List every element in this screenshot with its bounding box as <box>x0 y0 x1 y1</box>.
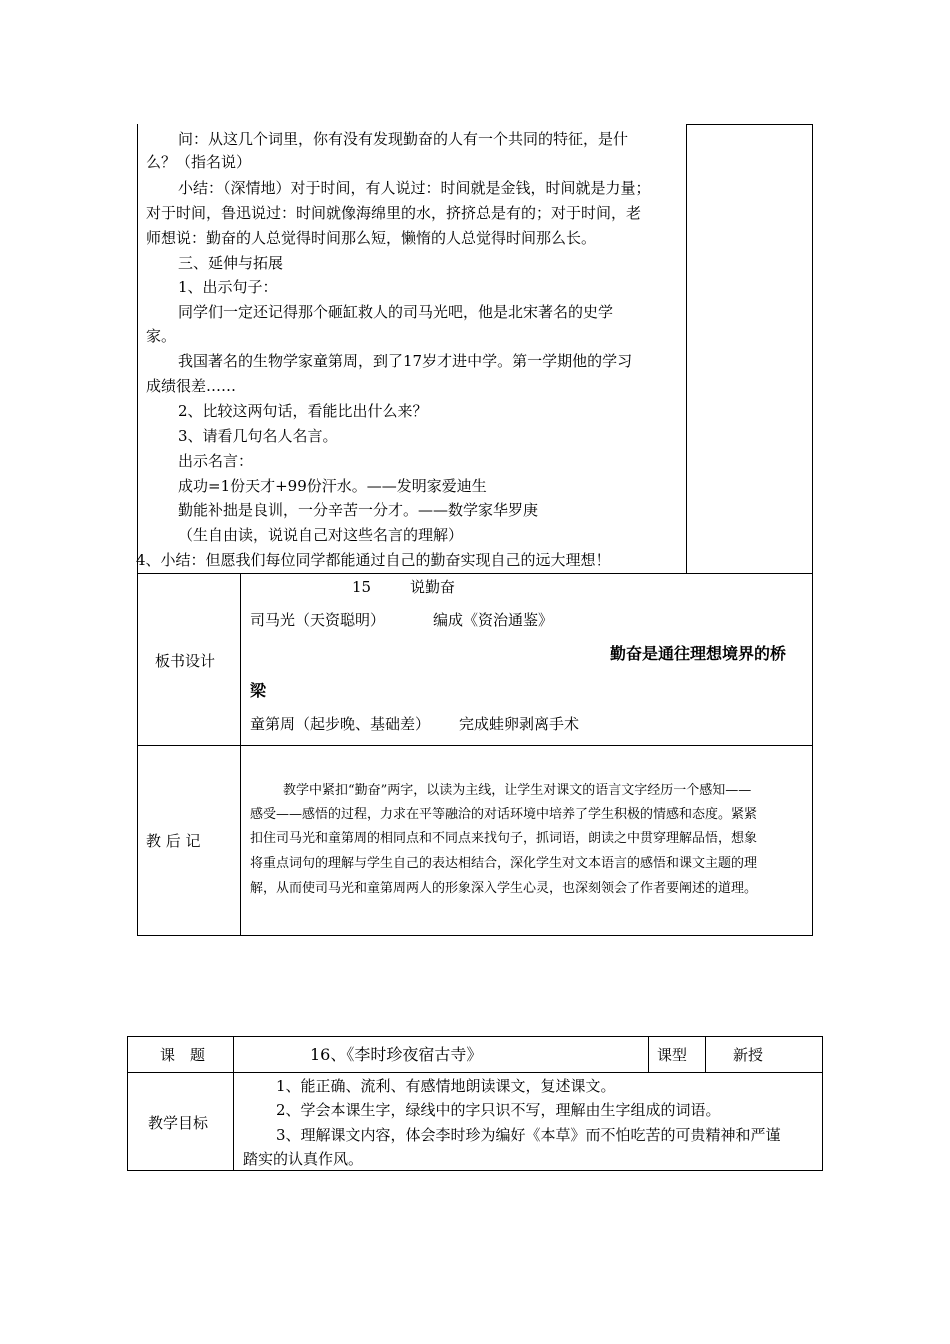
lesson-text-line: 对于时间，鲁迅说过：时间就像海绵里的水，挤挤总是有的；对于时间，老 <box>146 204 642 222</box>
goal-item: 2、学会本课生字，绿线中的字只识不写，理解由生字组成的词语。 <box>276 1101 721 1119</box>
lesson-text-line: 4、小结：但愿我们每位同学都能通过自己的勤奋实现自己的远大理想！ <box>136 551 611 569</box>
lesson-text-line: 勤能补拙是良训，一分辛苦一分才。——数学家华罗庚 <box>178 501 539 519</box>
reflection-line: 扣住司马光和童第周的相同点和不同点来找句子，抓词语，朗读之中贯穿理解品悟，想象 <box>250 831 758 846</box>
topic-label: 课 题 <box>160 1046 206 1064</box>
lesson-text-line: （生自由读，说说自己对这些名言的理解） <box>178 526 464 544</box>
board-key-phrase-end: 梁 <box>250 681 267 700</box>
board-label: 板书设计 <box>155 652 216 670</box>
type-label: 课型 <box>657 1046 688 1064</box>
lesson-text-line: 么？（指名说） <box>146 153 252 171</box>
goal-item: 踏实的认真作风。 <box>243 1150 364 1168</box>
lesson-text-line: 我国著名的生物学家童第周，到了17岁才进中学。第一学期他的学习 <box>178 352 633 370</box>
lesson-text-line: 2、比较这两句话，看能比出什么来？ <box>178 402 428 420</box>
reflection-top-border <box>137 745 813 746</box>
bottom-table-left-border <box>127 1036 128 1171</box>
reflection-line: 教学中紧扣“勤奋”两字，以读为主线，让学生对课文的语言文字经历一个感知—— <box>283 783 752 798</box>
lesson-text-line: 家。 <box>146 327 177 345</box>
bottom-label-divider <box>233 1036 234 1171</box>
goal-item: 3、理解课文内容，体会李时珍为编好《本草》而不怕吃苦的可贵精神和严谨 <box>276 1126 781 1144</box>
bottom-table-row-divider <box>127 1072 823 1073</box>
topic-value: 16、《李时珍夜宿古寺》 <box>310 1045 483 1064</box>
type-value-divider <box>705 1036 706 1073</box>
lesson-text-line: 3、请看几句名人名言。 <box>178 427 338 445</box>
board-title: 说勤奋 <box>410 578 456 596</box>
top-table-left-border <box>137 124 138 936</box>
board-lesson-number: 15 <box>352 578 372 596</box>
bottom-table-bottom-border <box>127 1170 823 1171</box>
top-table-top-border <box>686 124 812 125</box>
lesson-text-line: 小结：（深情地）对于时间，有人说过：时间就是金钱，时间就是力量； <box>178 179 651 197</box>
lesson-text-line: 同学们一定还记得那个砸缸救人的司马光吧，他是北宋著名的史学 <box>178 303 614 321</box>
top-table-bottom-border <box>137 935 813 936</box>
goal-item: 1、能正确、流利、有感情地朗读课文，复述课文。 <box>276 1077 616 1095</box>
board-tong-dizhou: 童第周（起步晚、基础差） <box>250 715 431 733</box>
board-zizhi-tongjian: 编成《资治通鉴》 <box>433 611 554 629</box>
lesson-text-line: 成绩很差…… <box>146 377 237 395</box>
type-value: 新授 <box>733 1046 764 1064</box>
lesson-text-line: 1、出示句子： <box>178 278 278 296</box>
lesson-text-line: 三、延伸与拓展 <box>178 254 284 272</box>
board-key-phrase: 勤奋是通往理想境界的桥 <box>610 644 787 663</box>
lesson-text-line: 成功=1份天才+99份汗水。——发明家爱迪生 <box>178 477 487 495</box>
top-table-right-border <box>812 124 813 936</box>
lesson-text-line: 出示名言： <box>178 452 254 470</box>
bottom-table-top-border <box>127 1036 823 1037</box>
label-column-divider <box>240 573 241 936</box>
bottom-table-right-border <box>822 1036 823 1171</box>
board-sima-guang: 司马光（天资聪明） <box>250 611 386 629</box>
top-table-mid-divider <box>686 124 687 574</box>
reflection-label: 教 后 记 <box>146 832 201 850</box>
lesson-text-line: 师想说：勤奋的人总觉得时间那么短，懒惰的人总觉得时间那么长。 <box>146 229 597 247</box>
lesson-text-line: 问：从这几个词里，你有没有发现勤奋的人有一个共同的特征，是什 <box>178 130 629 148</box>
reflection-line: 感受——感悟的过程，力求在平等融洽的对话环境中培养了学生积极的情感和态度。紧紧 <box>250 807 758 822</box>
reflection-line: 将重点词句的理解与学生自己的表达相结合，深化学生对文本语言的感悟和课文主题的理 <box>250 856 758 871</box>
reflection-line: 解，从而使司马光和童第周两人的形象深入学生心灵，也深刻领会了作者要阐述的道理。 <box>250 881 758 896</box>
goals-label: 教学目标 <box>148 1114 209 1132</box>
board-frog-surgery: 完成蛙卵剥离手术 <box>459 715 580 733</box>
topic-type-divider <box>648 1036 649 1073</box>
board-top-border <box>137 573 813 574</box>
